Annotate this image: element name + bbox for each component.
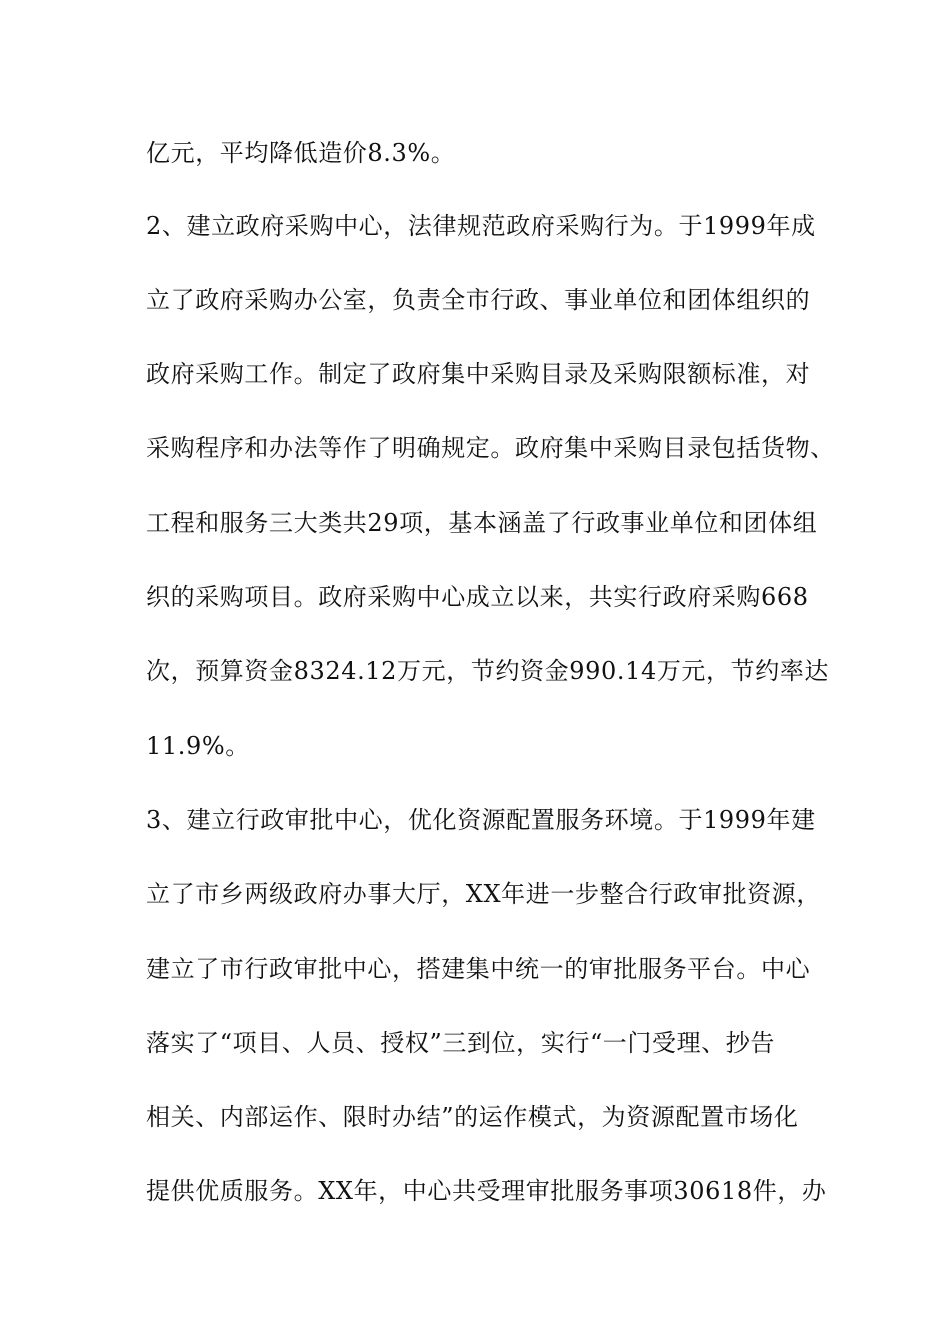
text-line: 落实了“项目、人员、授权”三到位，实行“一门受理、抄告 [146,1029,776,1057]
text-line: 2、建立政府采购中心，法律规范政府采购行为。于1999年成 [146,212,816,240]
text-line: 相关、内部运作、限时办结”的运作模式，为资源配置市场化 [146,1103,799,1131]
text-line: 建立了市行政审批中心，搭建集中统一的审批服务平台。中心 [146,955,811,983]
text-line: 11.9%。 [146,732,250,760]
text-line: 次，预算资金8324.12万元，节约资金990.14万元，节约率达 [146,657,830,685]
text-line: 立了政府采购办公室，负责全市行政、事业单位和团体组织的 [146,286,811,314]
text-line: 政府采购工作。制定了政府集中采购目录及采购限额标准，对 [146,360,811,388]
text-line: 立了市乡两级政府办事大厅，XX年进一步整合行政审批资源， [146,880,821,908]
text-line: 采购程序和办法等作了明确规定。政府集中采购目录包括货物、 [146,434,835,462]
text-line: 织的采购项目。政府采购中心成立以来，共实行政府采购668 [146,583,809,611]
text-line: 工程和服务三大类共29项，基本涵盖了行政事业单位和团体组 [146,509,818,537]
text-line: 亿元，平均降低造价8.3%。 [146,139,456,167]
text-line: 3、建立行政审批中心，优化资源配置服务环境。于1999年建 [146,806,816,834]
text-line: 提供优质服务。XX年，中心共受理审批服务事项30618件，办 [146,1177,827,1205]
